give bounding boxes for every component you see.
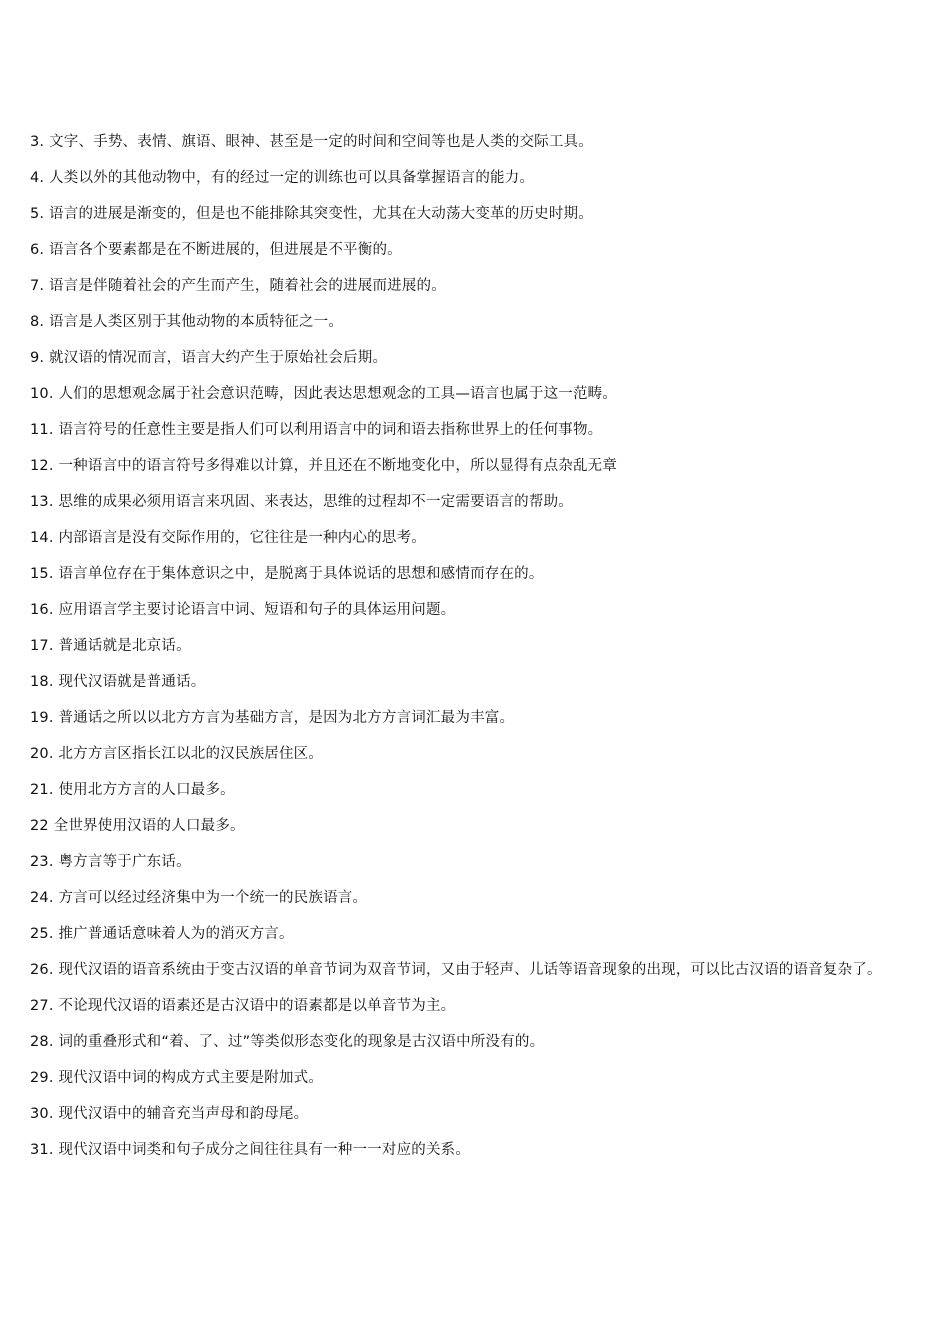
list-item: 27. 不论现代汉语的语素还是古汉语中的语素都是以单音节为主。 [30, 998, 456, 1014]
list-item: 14. 内部语言是没有交际作用的，它往往是一种内心的思考。 [30, 530, 426, 546]
list-item: 8. 语言是人类区别于其他动物的本质特征之一。 [30, 314, 344, 330]
list-item: 6. 语言各个要素都是在不断进展的，但进展是不平衡的。 [30, 242, 402, 258]
list-item: 21. 使用北方方言的人口最多。 [30, 782, 235, 798]
list-item: 31. 现代汉语中词类和句子成分之间往往具有一种一一对应的关系。 [30, 1142, 471, 1158]
list-item: 26. 现代汉语的语音系统由于变古汉语的单音节词为双音节词，又由于轻声、儿话等语音现象的出现，可以比古汉语的语音复杂了。 [30, 962, 882, 978]
list-item: 16. 应用语言学主要讨论语言中词、短语和句子的具体运用问题。 [30, 602, 456, 618]
list-item: 9. 就汉语的情况而言，语言大约产生于原始社会后期。 [30, 350, 388, 366]
list-item: 28. 词的重叠形式和“着、了、过”等类似形态变化的现象是古汉语中所没有的。 [30, 1034, 545, 1050]
list-item: 25. 推广普通话意味着人为的消灭方言。 [30, 926, 294, 942]
list-item: 10. 人们的思想观念属于社会意识范畴，因此表达思想观念的工具—语言也属于这一范畴。 [30, 386, 618, 402]
list-item: 12. 一种语言中的语言符号多得难以计算，并且还在不断地变化中，所以显得有点杂乱无章 [30, 458, 618, 474]
statement-list [30, 124, 922, 1168]
list-item: 24. 方言可以经过经济集中为一个统一的民族语言。 [30, 890, 368, 906]
list-item: 13. 思维的成果必须用语言来巩固、来表达，思维的过程却不一定需要语言的帮助。 [30, 494, 573, 510]
list-item: 7. 语言是伴随着社会的产生而产生，随着社会的进展而进展的。 [30, 278, 446, 294]
list-item: 23. 粤方言等于广东话。 [30, 854, 191, 870]
list-item: 22 全世界使用汉语的人口最多。 [30, 818, 245, 834]
list-item: 11. 语言符号的任意性主要是指人们可以利用语言中的词和语去指称世界上的任何事物。 [30, 422, 603, 438]
list-item: 19. 普通话之所以以北方方言为基础方言，是因为北方方言词汇最为丰富。 [30, 710, 515, 726]
list-item: 18. 现代汉语就是普通话。 [30, 674, 206, 690]
list-item: 4. 人类以外的其他动物中，有的经过一定的训练也可以具备掌握语言的能力。 [30, 170, 535, 186]
list-item: 30. 现代汉语中的辅音充当声母和韵母尾。 [30, 1106, 309, 1122]
list-item: 15. 语言单位存在于集体意识之中，是脱离于具体说话的思想和感情而存在的。 [30, 566, 544, 582]
list-item: 17. 普通话就是北京话。 [30, 638, 191, 654]
list-item: 3. 文字、手势、表情、旗语、眼神、甚至是一定的时间和空间等也是人类的交际工具。 [30, 134, 593, 150]
list-item: 20. 北方方言区指长江以北的汉民族居住区。 [30, 746, 324, 762]
list-item: 5. 语言的进展是渐变的，但是也不能排除其突变性，尤其在大动荡大变革的历史时期。 [30, 206, 593, 222]
list-item: 29. 现代汉语中词的构成方式主要是附加式。 [30, 1070, 324, 1086]
